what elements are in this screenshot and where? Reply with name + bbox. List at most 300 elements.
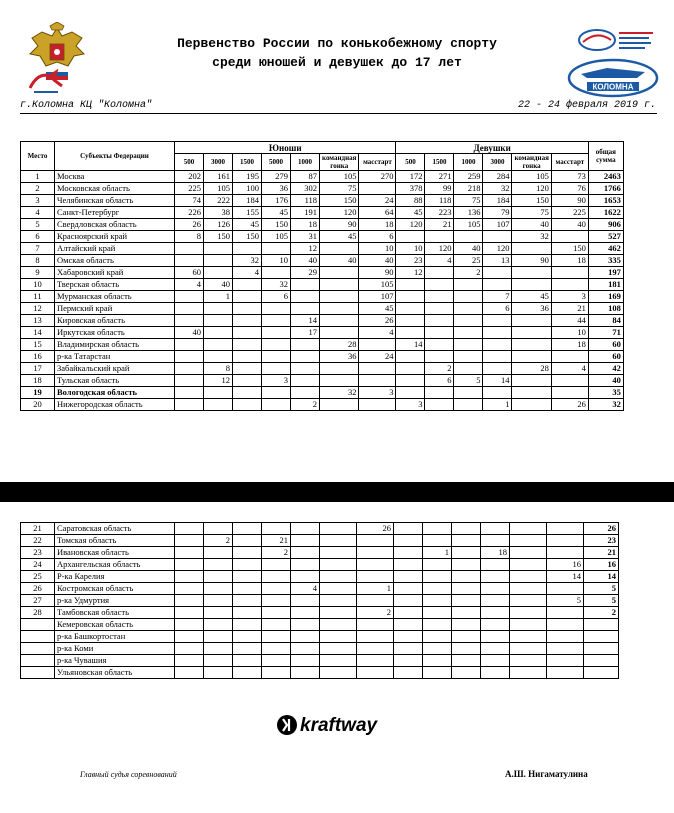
girls-score-cell: 6 xyxy=(483,303,512,315)
boys-score-cell xyxy=(175,363,204,375)
girls-score-cell xyxy=(481,607,510,619)
boys-score-cell: 191 xyxy=(291,207,320,219)
boys-score-cell xyxy=(359,339,396,351)
girls-score-cell xyxy=(425,267,454,279)
boys-score-cell xyxy=(320,363,359,375)
total-cell: 23 xyxy=(584,535,619,547)
girls-score-cell: 14 xyxy=(483,375,512,387)
girls-score-cell: 44 xyxy=(551,315,588,327)
boys-score-cell xyxy=(359,183,396,195)
table-row xyxy=(21,327,624,339)
table-row xyxy=(21,559,619,571)
boys-score-cell: 18 xyxy=(359,219,396,231)
girls-header: Девушки xyxy=(396,142,588,154)
boys-score-cell xyxy=(233,339,262,351)
girls-score-cell xyxy=(394,535,423,547)
girls-score-cell: 120 xyxy=(512,183,551,195)
girls-score-cell xyxy=(510,547,547,559)
boys-score-cell xyxy=(175,243,204,255)
boys-score-cell xyxy=(291,631,320,643)
girls-score-cell xyxy=(423,655,452,667)
total-cell: 26 xyxy=(584,523,619,535)
boys-score-cell xyxy=(233,559,262,571)
place-cell xyxy=(21,667,55,679)
girls-score-cell xyxy=(547,523,584,535)
girls-score-cell xyxy=(396,363,425,375)
girls-score-cell xyxy=(454,279,483,291)
boys-score-cell xyxy=(204,583,233,595)
table-row xyxy=(21,339,624,351)
boys-score-cell: 150 xyxy=(262,219,291,231)
boys-score-cell: 195 xyxy=(233,171,262,183)
girls-score-cell xyxy=(510,619,547,631)
subject-cell: Москва xyxy=(55,171,175,183)
boys-score-cell xyxy=(233,375,262,387)
place-cell: 3 xyxy=(21,195,55,207)
table-row xyxy=(21,523,619,535)
girls-score-cell xyxy=(510,655,547,667)
girls-score-cell: 378 xyxy=(396,183,425,195)
girls-score-cell: 4 xyxy=(551,363,588,375)
table-row xyxy=(21,399,624,411)
subject-header: Субъекты Федерации xyxy=(55,142,175,171)
boys-score-cell xyxy=(291,535,320,547)
boys-score-cell: 105 xyxy=(320,171,359,183)
girls-score-cell xyxy=(394,643,423,655)
boys-score-cell xyxy=(233,655,262,667)
table-row xyxy=(21,583,619,595)
boys-score-cell: 36 xyxy=(262,183,291,195)
table-row xyxy=(21,375,624,387)
results-table-top xyxy=(20,141,624,411)
girls-score-cell xyxy=(394,595,423,607)
boys-score-cell xyxy=(233,243,262,255)
girls-event-header: масстарт xyxy=(551,154,588,171)
girls-score-cell xyxy=(510,523,547,535)
girls-score-cell xyxy=(547,631,584,643)
table-row xyxy=(21,195,624,207)
subject-cell: Костромская область xyxy=(55,583,175,595)
girls-score-cell: 36 xyxy=(512,303,551,315)
girls-score-cell xyxy=(396,387,425,399)
girls-score-cell: 76 xyxy=(551,183,588,195)
girls-score-cell xyxy=(481,583,510,595)
boys-score-cell xyxy=(320,327,359,339)
boys-score-cell: 105 xyxy=(204,183,233,195)
girls-score-cell: 90 xyxy=(551,195,588,207)
boys-score-cell xyxy=(204,643,233,655)
girls-score-cell xyxy=(510,643,547,655)
boys-score-cell xyxy=(262,243,291,255)
girls-event-header: 1000 xyxy=(454,154,483,171)
boys-score-cell xyxy=(175,571,204,583)
girls-score-cell xyxy=(483,315,512,327)
girls-score-cell xyxy=(481,655,510,667)
place-cell: 23 xyxy=(21,547,55,559)
boys-score-cell xyxy=(204,267,233,279)
girls-score-cell: 18 xyxy=(551,339,588,351)
girls-score-cell: 79 xyxy=(483,207,512,219)
girls-score-cell: 184 xyxy=(483,195,512,207)
place-cell: 4 xyxy=(21,207,55,219)
girls-score-cell xyxy=(452,523,481,535)
girls-score-cell xyxy=(547,655,584,667)
girls-score-cell xyxy=(423,535,452,547)
girls-score-cell: 73 xyxy=(551,171,588,183)
girls-score-cell xyxy=(551,267,588,279)
total-cell: 42 xyxy=(588,363,623,375)
girls-score-cell xyxy=(396,315,425,327)
table-row xyxy=(21,183,624,195)
subject-cell: р-ка Чувашия xyxy=(55,655,175,667)
girls-score-cell xyxy=(551,351,588,363)
subject-cell: Тверская область xyxy=(55,279,175,291)
girls-score-cell xyxy=(481,559,510,571)
girls-score-cell xyxy=(425,327,454,339)
table-row xyxy=(21,363,624,375)
judge-label: Главный судья соревнований xyxy=(80,770,177,779)
boys-score-cell: 31 xyxy=(291,231,320,243)
subject-cell: Тульская область xyxy=(55,375,175,387)
girls-score-cell: 23 xyxy=(396,255,425,267)
girls-score-cell xyxy=(394,607,423,619)
boys-score-cell xyxy=(262,327,291,339)
table-row xyxy=(21,255,624,267)
boys-score-cell xyxy=(262,339,291,351)
girls-score-cell: 284 xyxy=(483,171,512,183)
girls-score-cell xyxy=(425,315,454,327)
girls-score-cell: 32 xyxy=(483,183,512,195)
girls-score-cell: 6 xyxy=(425,375,454,387)
boys-score-cell xyxy=(320,559,357,571)
total-cell xyxy=(584,619,619,631)
place-cell: 26 xyxy=(21,583,55,595)
boys-score-cell: 4 xyxy=(233,267,262,279)
total-cell: 2 xyxy=(584,607,619,619)
girls-score-cell xyxy=(452,547,481,559)
girls-score-cell xyxy=(454,327,483,339)
place-cell: 10 xyxy=(21,279,55,291)
boys-score-cell: 45 xyxy=(320,231,359,243)
table-row xyxy=(21,619,619,631)
boys-score-cell: 18 xyxy=(291,219,320,231)
table-row xyxy=(21,547,619,559)
girls-score-cell xyxy=(512,339,551,351)
boys-score-cell xyxy=(204,667,233,679)
boys-score-cell xyxy=(320,595,357,607)
boys-score-cell xyxy=(320,619,357,631)
boys-score-cell xyxy=(204,523,233,535)
subject-cell: Иркутская область xyxy=(55,327,175,339)
boys-score-cell xyxy=(320,535,357,547)
boys-score-cell xyxy=(262,643,291,655)
boys-score-cell: 40 xyxy=(320,255,359,267)
table-row xyxy=(21,207,624,219)
boys-score-cell xyxy=(320,315,359,327)
girls-score-cell xyxy=(510,631,547,643)
girls-score-cell: 45 xyxy=(512,291,551,303)
boys-score-cell xyxy=(233,619,262,631)
girls-score-cell: 3 xyxy=(396,399,425,411)
total-cell: 21 xyxy=(584,547,619,559)
boys-score-cell: 270 xyxy=(359,171,396,183)
girls-score-cell xyxy=(454,315,483,327)
girls-score-cell xyxy=(512,327,551,339)
subject-cell: Кемеровская область xyxy=(55,619,175,631)
girls-score-cell xyxy=(510,667,547,679)
table-row xyxy=(21,243,624,255)
girls-score-cell xyxy=(483,327,512,339)
girls-score-cell xyxy=(452,619,481,631)
boys-score-cell xyxy=(291,279,320,291)
girls-score-cell xyxy=(481,643,510,655)
boys-score-cell: 1 xyxy=(204,291,233,303)
total-cell: 60 xyxy=(588,351,623,363)
boys-score-cell xyxy=(291,667,320,679)
girls-score-cell: 45 xyxy=(396,207,425,219)
girls-score-cell xyxy=(551,279,588,291)
girls-score-cell: 5 xyxy=(547,595,584,607)
boys-score-cell: 45 xyxy=(233,219,262,231)
boys-score-cell: 14 xyxy=(291,315,320,327)
boys-score-cell: 24 xyxy=(359,195,396,207)
girls-score-cell xyxy=(510,535,547,547)
boys-score-cell: 279 xyxy=(262,171,291,183)
place-cell: 12 xyxy=(21,303,55,315)
total-cell: 527 xyxy=(588,231,623,243)
table-row xyxy=(21,387,624,399)
girls-event-header: командная гонка xyxy=(512,154,551,171)
girls-score-cell xyxy=(481,595,510,607)
girls-score-cell xyxy=(454,399,483,411)
girls-score-cell xyxy=(423,571,452,583)
boys-score-cell xyxy=(262,559,291,571)
girls-score-cell: 1 xyxy=(483,399,512,411)
boys-score-cell xyxy=(291,547,320,559)
boys-score-cell: 87 xyxy=(291,171,320,183)
place-cell xyxy=(21,631,55,643)
girls-score-cell: 18 xyxy=(481,547,510,559)
boys-score-cell xyxy=(262,363,291,375)
boys-score-cell xyxy=(262,595,291,607)
boys-score-cell xyxy=(291,523,320,535)
girls-score-cell xyxy=(547,583,584,595)
place-cell: 11 xyxy=(21,291,55,303)
girls-score-cell xyxy=(423,631,452,643)
girls-score-cell: 88 xyxy=(396,195,425,207)
boys-score-cell: 105 xyxy=(359,279,396,291)
boys-score-cell: 32 xyxy=(320,387,359,399)
boys-score-cell: 302 xyxy=(291,183,320,195)
girls-score-cell xyxy=(547,667,584,679)
girls-score-cell: 7 xyxy=(483,291,512,303)
boys-score-cell: 3 xyxy=(359,387,396,399)
boys-score-cell: 150 xyxy=(320,195,359,207)
place-cell: 21 xyxy=(21,523,55,535)
girls-score-cell: 225 xyxy=(551,207,588,219)
boys-score-cell xyxy=(204,547,233,559)
boys-score-cell xyxy=(262,583,291,595)
girls-score-cell xyxy=(510,607,547,619)
boys-score-cell: 90 xyxy=(359,267,396,279)
total-cell: 1653 xyxy=(588,195,623,207)
girls-score-cell: 21 xyxy=(551,303,588,315)
girls-score-cell: 12 xyxy=(396,267,425,279)
boys-score-cell xyxy=(175,643,204,655)
girls-score-cell xyxy=(425,231,454,243)
boys-score-cell xyxy=(320,667,357,679)
boys-event-header: командная гонка xyxy=(320,154,359,171)
kraftway-logo xyxy=(276,713,406,737)
header-divider xyxy=(20,113,657,114)
boys-score-cell xyxy=(233,643,262,655)
table-row xyxy=(21,535,619,547)
girls-score-cell xyxy=(547,643,584,655)
page-title-line1: Первенство России по конькобежному спорту xyxy=(177,36,497,51)
boys-score-cell: 29 xyxy=(291,267,320,279)
girls-score-cell xyxy=(512,267,551,279)
boys-score-cell: 40 xyxy=(291,255,320,267)
boys-score-cell xyxy=(262,351,291,363)
total-cell: 60 xyxy=(588,339,623,351)
girls-score-cell xyxy=(483,351,512,363)
boys-score-cell xyxy=(233,327,262,339)
girls-score-cell: 150 xyxy=(512,195,551,207)
total-cell: 108 xyxy=(588,303,623,315)
boys-score-cell xyxy=(291,607,320,619)
girls-score-cell: 99 xyxy=(425,183,454,195)
total-cell: 84 xyxy=(588,315,623,327)
girls-score-cell xyxy=(512,315,551,327)
total-cell: 197 xyxy=(588,267,623,279)
total-cell: 5 xyxy=(584,583,619,595)
boys-score-cell xyxy=(291,387,320,399)
girls-score-cell: 75 xyxy=(454,195,483,207)
girls-score-cell xyxy=(483,279,512,291)
subject-cell: Ивановская область xyxy=(55,547,175,559)
place-cell: 8 xyxy=(21,255,55,267)
table-row xyxy=(21,643,619,655)
boys-event-header: 1500 xyxy=(233,154,262,171)
boys-score-cell: 12 xyxy=(291,243,320,255)
boys-score-cell xyxy=(291,643,320,655)
boys-score-cell xyxy=(233,351,262,363)
total-cell: 462 xyxy=(588,243,623,255)
boys-score-cell: 225 xyxy=(175,183,204,195)
boys-score-cell xyxy=(233,667,262,679)
girls-score-cell xyxy=(425,399,454,411)
boys-score-cell: 75 xyxy=(320,183,359,195)
place-cell: 18 xyxy=(21,375,55,387)
boys-score-cell: 161 xyxy=(204,171,233,183)
boys-score-cell xyxy=(291,595,320,607)
boys-score-cell xyxy=(233,363,262,375)
boys-score-cell: 107 xyxy=(359,291,396,303)
boys-score-cell: 126 xyxy=(204,219,233,231)
boys-score-cell: 120 xyxy=(320,207,359,219)
subject-cell: Алтайский край xyxy=(55,243,175,255)
place-cell xyxy=(21,619,55,631)
subject-cell: Ульяновская область xyxy=(55,667,175,679)
girls-score-cell xyxy=(423,559,452,571)
girls-score-cell xyxy=(423,667,452,679)
boys-score-cell xyxy=(320,607,357,619)
place-cell: 2 xyxy=(21,183,55,195)
subject-cell: Красноярский край xyxy=(55,231,175,243)
boys-score-cell: 100 xyxy=(233,183,262,195)
table-row xyxy=(21,571,619,583)
boys-score-cell xyxy=(262,619,291,631)
girls-score-cell xyxy=(423,607,452,619)
boys-score-cell: 1 xyxy=(357,583,394,595)
boys-score-cell: 26 xyxy=(357,523,394,535)
girls-score-cell xyxy=(481,619,510,631)
boys-score-cell xyxy=(262,667,291,679)
boys-score-cell xyxy=(175,583,204,595)
boys-score-cell xyxy=(320,523,357,535)
girls-score-cell xyxy=(396,351,425,363)
place-cell: 16 xyxy=(21,351,55,363)
subject-cell: Челябинская область xyxy=(55,195,175,207)
total-cell: 14 xyxy=(584,571,619,583)
boys-score-cell xyxy=(175,375,204,387)
boys-score-cell xyxy=(233,387,262,399)
boys-score-cell xyxy=(175,523,204,535)
boys-score-cell xyxy=(175,399,204,411)
girls-score-cell xyxy=(425,339,454,351)
girls-score-cell xyxy=(394,583,423,595)
boys-score-cell xyxy=(233,607,262,619)
girls-score-cell xyxy=(452,655,481,667)
subject-cell: Томская область xyxy=(55,535,175,547)
boys-score-cell: 45 xyxy=(359,303,396,315)
boys-score-cell xyxy=(204,255,233,267)
girls-score-cell: 16 xyxy=(547,559,584,571)
place-cell: 1 xyxy=(21,171,55,183)
boys-score-cell: 6 xyxy=(262,291,291,303)
girls-score-cell xyxy=(512,243,551,255)
boys-score-cell xyxy=(204,315,233,327)
girls-event-header: 1500 xyxy=(425,154,454,171)
place-cell: 9 xyxy=(21,267,55,279)
girls-score-cell xyxy=(454,291,483,303)
girls-score-cell xyxy=(454,303,483,315)
boys-score-cell xyxy=(320,375,359,387)
girls-score-cell xyxy=(481,535,510,547)
girls-score-cell: 107 xyxy=(483,219,512,231)
girls-score-cell: 13 xyxy=(483,255,512,267)
place-cell: 19 xyxy=(21,387,55,399)
girls-score-cell xyxy=(483,231,512,243)
place-cell: 27 xyxy=(21,595,55,607)
girls-score-cell: 18 xyxy=(551,255,588,267)
boys-score-cell xyxy=(359,399,396,411)
boys-score-cell xyxy=(357,631,394,643)
total-cell: 5 xyxy=(584,595,619,607)
boys-score-cell: 176 xyxy=(262,195,291,207)
venue-label: г.Коломна КЦ "Коломна" xyxy=(20,100,153,111)
judge-name: А.Ш. Нигаматулина xyxy=(505,769,588,779)
girls-score-cell: 14 xyxy=(396,339,425,351)
boys-score-cell xyxy=(320,267,359,279)
girls-score-cell xyxy=(547,619,584,631)
boys-score-cell xyxy=(175,303,204,315)
girls-score-cell xyxy=(512,387,551,399)
subject-cell: Московская область xyxy=(55,183,175,195)
girls-score-cell xyxy=(452,559,481,571)
total-cell xyxy=(584,667,619,679)
boys-score-cell xyxy=(357,547,394,559)
